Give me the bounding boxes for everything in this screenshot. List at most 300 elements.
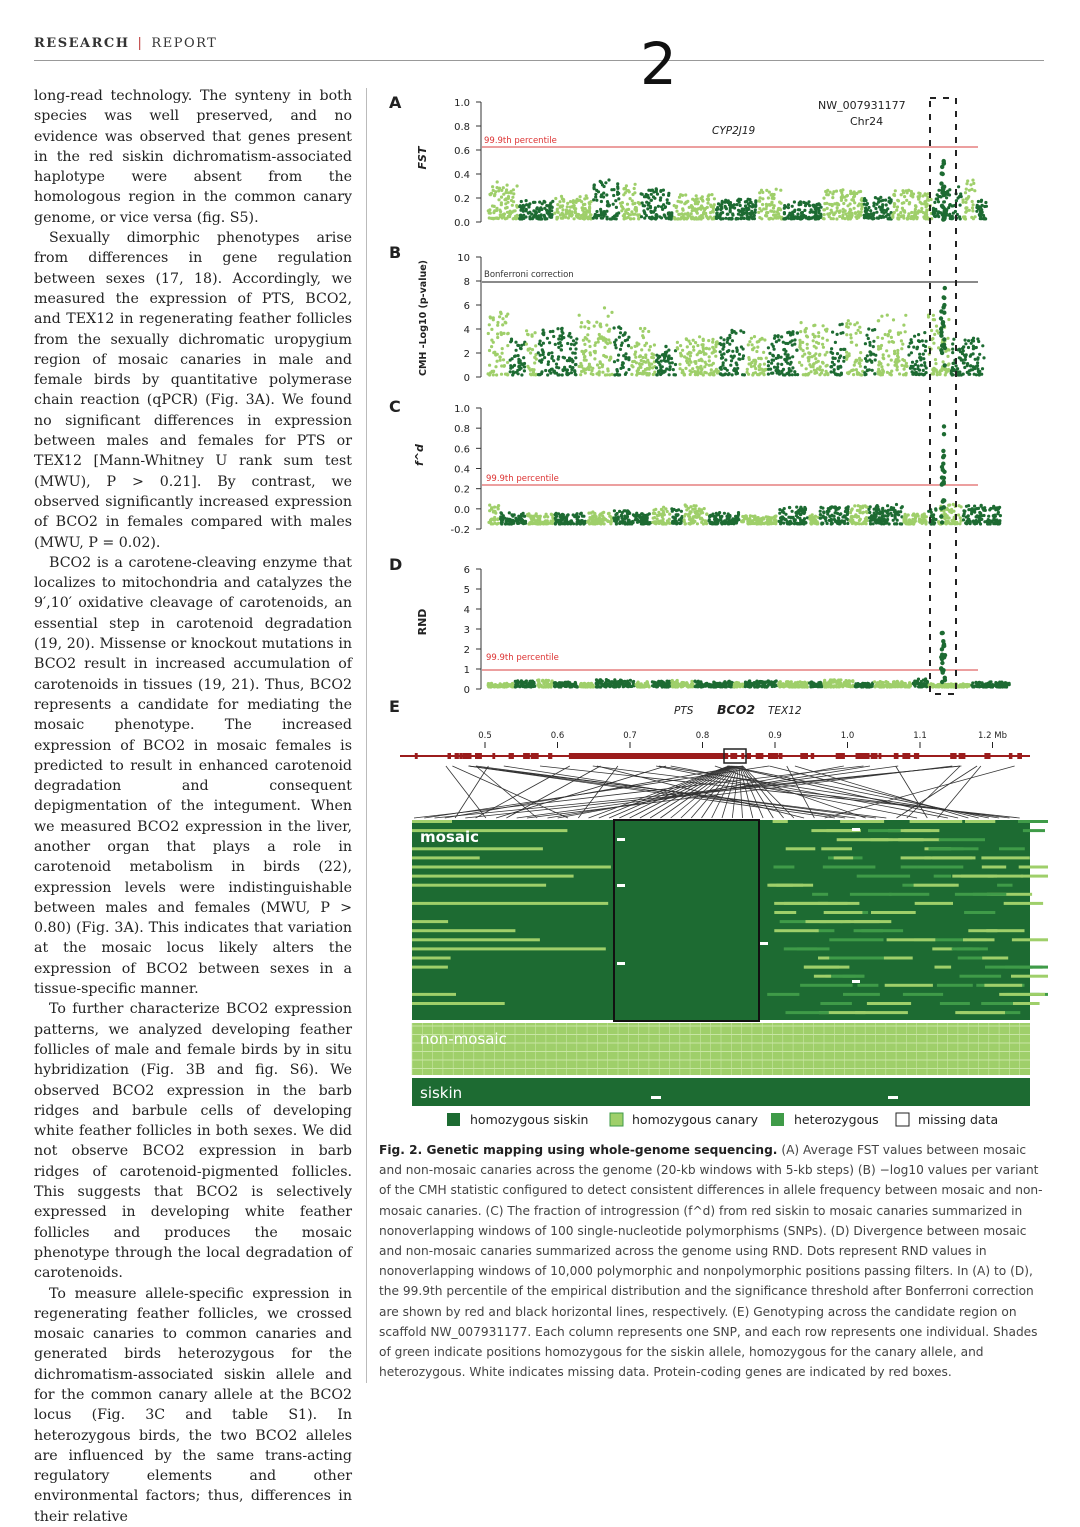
data-point [947, 362, 950, 365]
data-point [656, 193, 659, 196]
data-point [885, 215, 888, 218]
data-point [731, 339, 734, 342]
data-point [972, 339, 975, 342]
data-point [599, 325, 602, 328]
data-point [821, 361, 824, 364]
data-point [805, 334, 808, 337]
data-point [958, 348, 961, 351]
data-point [711, 351, 714, 354]
data-point [899, 331, 902, 334]
data-point [627, 368, 630, 371]
y-tick-label: 6 [464, 565, 470, 576]
data-point [737, 209, 740, 212]
data-point [715, 522, 718, 525]
data-point [496, 324, 499, 327]
data-point [847, 326, 850, 329]
data-point [959, 194, 962, 197]
data-point [610, 311, 613, 314]
data-point [915, 347, 918, 350]
data-point [904, 330, 907, 333]
data-point [759, 363, 762, 366]
data-point [650, 193, 653, 196]
data-point [626, 338, 629, 341]
data-point [496, 360, 499, 363]
data-point [895, 209, 898, 212]
data-point [550, 357, 553, 360]
data-point [915, 217, 918, 220]
data-point [875, 211, 878, 214]
data-point [971, 200, 974, 203]
data-point [895, 503, 898, 506]
data-point [895, 363, 898, 366]
data-point [501, 352, 504, 355]
data-point [881, 515, 884, 518]
data-point [640, 359, 643, 362]
data-point [822, 346, 825, 349]
data-point [857, 210, 860, 213]
data-point [684, 193, 687, 196]
data-point [802, 349, 805, 352]
data-point [817, 202, 820, 205]
data-point [651, 521, 654, 524]
data-point [497, 504, 500, 507]
data-point [775, 340, 778, 343]
data-point [899, 215, 902, 218]
data-point [882, 371, 885, 374]
y-tick-label: 0 [464, 685, 470, 696]
data-point [554, 681, 557, 684]
data-point [803, 517, 806, 520]
data-point [615, 368, 618, 371]
data-point [933, 212, 936, 215]
data-point [765, 189, 768, 192]
data-point [516, 683, 519, 686]
data-point [609, 680, 612, 683]
data-point [899, 522, 902, 525]
data-point [648, 216, 651, 219]
data-point [965, 182, 968, 185]
data-point [683, 518, 686, 521]
data-point [964, 191, 967, 194]
data-point [730, 217, 733, 220]
data-point [848, 370, 851, 373]
data-point [755, 350, 758, 353]
data-point [668, 518, 671, 521]
data-point [978, 511, 981, 514]
data-point [583, 217, 586, 220]
data-point [779, 522, 782, 525]
data-point [767, 364, 770, 367]
peak-point [942, 432, 946, 436]
data-point [946, 355, 949, 358]
data-point [537, 209, 540, 212]
data-point [608, 512, 611, 515]
data-point [718, 511, 721, 514]
data-point [570, 343, 573, 346]
data-point [543, 207, 546, 210]
data-point [915, 360, 918, 363]
data-point [525, 199, 528, 202]
data-point [726, 213, 729, 216]
data-point [832, 213, 835, 216]
data-point [905, 519, 908, 522]
data-point [752, 522, 755, 525]
data-point [548, 341, 551, 344]
data-point [619, 202, 622, 205]
data-point [767, 373, 770, 376]
data-point [490, 506, 493, 509]
data-point [914, 363, 917, 366]
data-point [689, 505, 692, 508]
data-point [948, 509, 951, 512]
data-point [874, 520, 877, 523]
data-point [678, 363, 681, 366]
data-point [883, 514, 886, 517]
data-point [758, 191, 761, 194]
data-point [863, 216, 866, 219]
data-point [706, 202, 709, 205]
data-point [744, 514, 747, 517]
data-point [952, 212, 955, 215]
data-point [615, 206, 618, 209]
data-point [692, 345, 695, 348]
data-point [880, 365, 883, 368]
data-point [669, 365, 672, 368]
data-point [492, 316, 495, 319]
data-point [687, 522, 690, 525]
data-point [951, 348, 954, 351]
data-point [595, 199, 598, 202]
panel-d-letter: D [389, 555, 402, 574]
data-point [615, 217, 618, 220]
data-point [618, 325, 621, 328]
data-point [511, 515, 514, 518]
data-point [751, 348, 754, 351]
data-point [492, 373, 495, 376]
data-point [815, 205, 818, 208]
data-point [750, 337, 753, 340]
data-point [642, 513, 645, 516]
data-point [838, 215, 841, 218]
data-point [863, 203, 866, 206]
data-point [602, 195, 605, 198]
peak-point [943, 286, 947, 290]
data-point [500, 373, 503, 376]
data-point [936, 214, 939, 217]
data-point [560, 327, 563, 330]
data-point [911, 195, 914, 198]
data-point [876, 336, 879, 339]
peak-point [942, 454, 946, 458]
data-point [657, 357, 660, 360]
data-point [796, 331, 799, 334]
body-paragraph: long-read technology. The synteny in both species was well preserved, and no evidence was observed that genes present in the red siskin dichromatism-associated haplotype were absent from the homologous region in the common canary genome, or vice versa (fig. S5). [34, 86, 352, 228]
data-point [772, 522, 775, 525]
data-point [873, 372, 876, 375]
data-point [529, 680, 532, 683]
data-point [955, 364, 958, 367]
data-point [510, 338, 513, 341]
data-point [520, 200, 523, 203]
data-point [637, 681, 640, 684]
data-point [831, 196, 834, 199]
data-point [492, 370, 495, 373]
data-point [933, 368, 936, 371]
data-point [733, 355, 736, 358]
data-point [573, 369, 576, 372]
data-point [859, 351, 862, 354]
data-point [770, 201, 773, 204]
data-point [836, 203, 839, 206]
data-point [507, 191, 510, 194]
data-point [849, 213, 852, 216]
data-point [868, 350, 871, 353]
data-point [789, 217, 792, 220]
data-point [579, 325, 582, 328]
data-point [843, 348, 846, 351]
data-point [631, 199, 634, 202]
data-point [905, 189, 908, 192]
data-point [904, 314, 907, 317]
data-point [572, 199, 575, 202]
data-point [569, 200, 572, 203]
data-point [690, 370, 693, 373]
data-point [882, 522, 885, 525]
data-point [813, 369, 816, 372]
data-point [957, 513, 960, 516]
data-point [783, 358, 786, 361]
data-point [676, 513, 679, 516]
data-point [762, 351, 765, 354]
data-point [545, 679, 548, 682]
data-point [697, 366, 700, 369]
data-point [856, 321, 859, 324]
data-point [873, 328, 876, 331]
data-point [816, 522, 819, 525]
data-point [690, 683, 693, 686]
data-point [764, 214, 767, 217]
data-point [782, 517, 785, 520]
data-point [593, 215, 596, 218]
data-point [707, 339, 710, 342]
data-point [602, 511, 605, 514]
data-point [492, 510, 495, 513]
data-point [872, 214, 875, 217]
data-point [659, 365, 662, 368]
data-point [791, 366, 794, 369]
data-point [494, 353, 497, 356]
data-point [538, 217, 541, 220]
data-point [948, 188, 951, 191]
data-point [766, 211, 769, 214]
data-point [999, 514, 1002, 517]
data-point [509, 340, 512, 343]
data-point [681, 349, 684, 352]
data-point [696, 522, 699, 525]
data-point [874, 354, 877, 357]
data-point [998, 521, 1001, 524]
peak-point [939, 316, 943, 320]
data-point [693, 370, 696, 373]
data-point [647, 202, 650, 205]
data-point [918, 520, 921, 523]
data-point [776, 335, 779, 338]
data-point [888, 196, 891, 199]
data-point [967, 195, 970, 198]
data-point [922, 516, 925, 519]
data-point [501, 347, 504, 350]
data-point [600, 216, 603, 219]
data-point [920, 210, 923, 213]
y-tick-label: 4 [464, 605, 470, 616]
data-point [601, 183, 604, 186]
data-point [655, 366, 658, 369]
data-point [506, 201, 509, 204]
data-point [646, 680, 649, 683]
data-point [876, 505, 879, 508]
data-point [846, 513, 849, 516]
data-point [537, 373, 540, 376]
data-point [600, 519, 603, 522]
data-point [881, 337, 884, 340]
data-point [529, 516, 532, 519]
data-point [761, 203, 764, 206]
panel-c-ylabel: f^d [413, 444, 426, 466]
data-point [541, 350, 544, 353]
data-point [664, 370, 667, 373]
body-paragraph: To further characterize BCO2 expression patterns, we analyzed developing feather follicles of male and female birds by in situ hybridization (Fig. 3B and fig. S6). We observed BCO2 expression in the barb ridges and barbule cells of developing white feather follicles in both sexes. We did not observe BCO2 expression in barb ridges of carotenoid-pigmented follicles. This suggests that BCO2 is selectively expressed in developing white feather follicles and produces the mosaic phenotype through the local degradation of carotenoids. [34, 999, 352, 1283]
data-point [922, 357, 925, 360]
data-point [865, 211, 868, 214]
data-point [965, 505, 968, 508]
y-tick-label: 0.8 [454, 122, 470, 133]
data-point [696, 353, 699, 356]
data-point [742, 519, 745, 522]
data-point [618, 521, 621, 524]
data-point [969, 508, 972, 511]
data-point [959, 217, 962, 220]
body-paragraph: Sexually dimorphic phenotypes arise from differences in gene regulation between sexes (17, 18). Accordingly, we measured the expression of PTS, BCO2, and TEX12 in regenerating feather follicles from the sexually dichromatic uropygium region of mosaic canaries in male and female birds by quantitative polymerase chain reaction (qPCR) (Fig. 3A). We found no significant differences in expression between males and females for PTS or TEX12 [Mann-Whitney U rank sum test (MWU), P > 0.21]. By contrast, we observed significantly increased expression of BCO2 in females compared with males (MWU, P = 0.02). [34, 228, 352, 553]
data-point [802, 373, 805, 376]
data-point [814, 217, 817, 220]
data-point [554, 522, 557, 525]
data-point [652, 195, 655, 198]
data-point [817, 331, 820, 334]
data-point [554, 343, 557, 346]
data-point [722, 345, 725, 348]
data-point [642, 517, 645, 520]
data-point [663, 685, 666, 688]
data-point [726, 518, 729, 521]
data-point [575, 513, 578, 516]
data-point [822, 515, 825, 518]
data-point [920, 364, 923, 367]
data-point [500, 521, 503, 524]
data-point [797, 208, 800, 211]
y-tick-label: 0.6 [454, 146, 470, 157]
data-point [804, 521, 807, 524]
y-tick-label: 8 [464, 277, 470, 288]
data-point [502, 332, 505, 335]
data-point [891, 213, 894, 216]
data-point [578, 199, 581, 202]
data-point [986, 522, 989, 525]
data-point [566, 342, 569, 345]
data-point [963, 361, 966, 364]
data-point [649, 205, 652, 208]
data-point [497, 189, 500, 192]
data-point [711, 514, 714, 517]
data-point [850, 509, 853, 512]
data-point [689, 361, 692, 364]
data-point [972, 337, 975, 340]
data-point [633, 187, 636, 190]
data-point [893, 194, 896, 197]
data-point [966, 364, 969, 367]
data-point [579, 373, 582, 376]
data-point [823, 217, 826, 220]
data-point [652, 356, 655, 359]
data-point [605, 324, 608, 327]
data-point [819, 213, 822, 216]
data-point [504, 522, 507, 525]
data-point [910, 192, 913, 195]
data-point [814, 212, 817, 215]
data-point [869, 344, 872, 347]
data-point [791, 344, 794, 347]
data-point [546, 515, 549, 518]
data-point [881, 368, 884, 371]
data-point [555, 216, 558, 219]
data-point [872, 340, 875, 343]
peak-point [942, 424, 946, 428]
data-point [676, 685, 679, 688]
data-point [872, 522, 875, 525]
data-point [494, 217, 497, 220]
data-point [800, 321, 803, 324]
data-point [633, 353, 636, 356]
data-point [546, 522, 549, 525]
data-point [551, 330, 554, 333]
data-point [682, 214, 685, 217]
data-point [705, 513, 708, 516]
data-point [628, 190, 631, 193]
data-point [700, 343, 703, 346]
data-point [620, 514, 623, 517]
data-point [622, 685, 625, 688]
data-point [858, 519, 861, 522]
data-point [495, 373, 498, 376]
data-point [567, 513, 570, 516]
data-point [979, 217, 982, 220]
data-point [862, 511, 865, 514]
data-point [601, 365, 604, 368]
data-point [712, 373, 715, 376]
data-point [522, 683, 525, 686]
data-point [511, 373, 514, 376]
data-point [734, 517, 737, 520]
data-point [863, 199, 866, 202]
data-point [948, 193, 951, 196]
data-point [896, 359, 899, 362]
data-point [793, 200, 796, 203]
data-point [914, 520, 917, 523]
data-point [966, 179, 969, 182]
data-point [522, 515, 525, 518]
data-point [694, 360, 697, 363]
data-point [720, 522, 723, 525]
data-point [527, 512, 530, 515]
